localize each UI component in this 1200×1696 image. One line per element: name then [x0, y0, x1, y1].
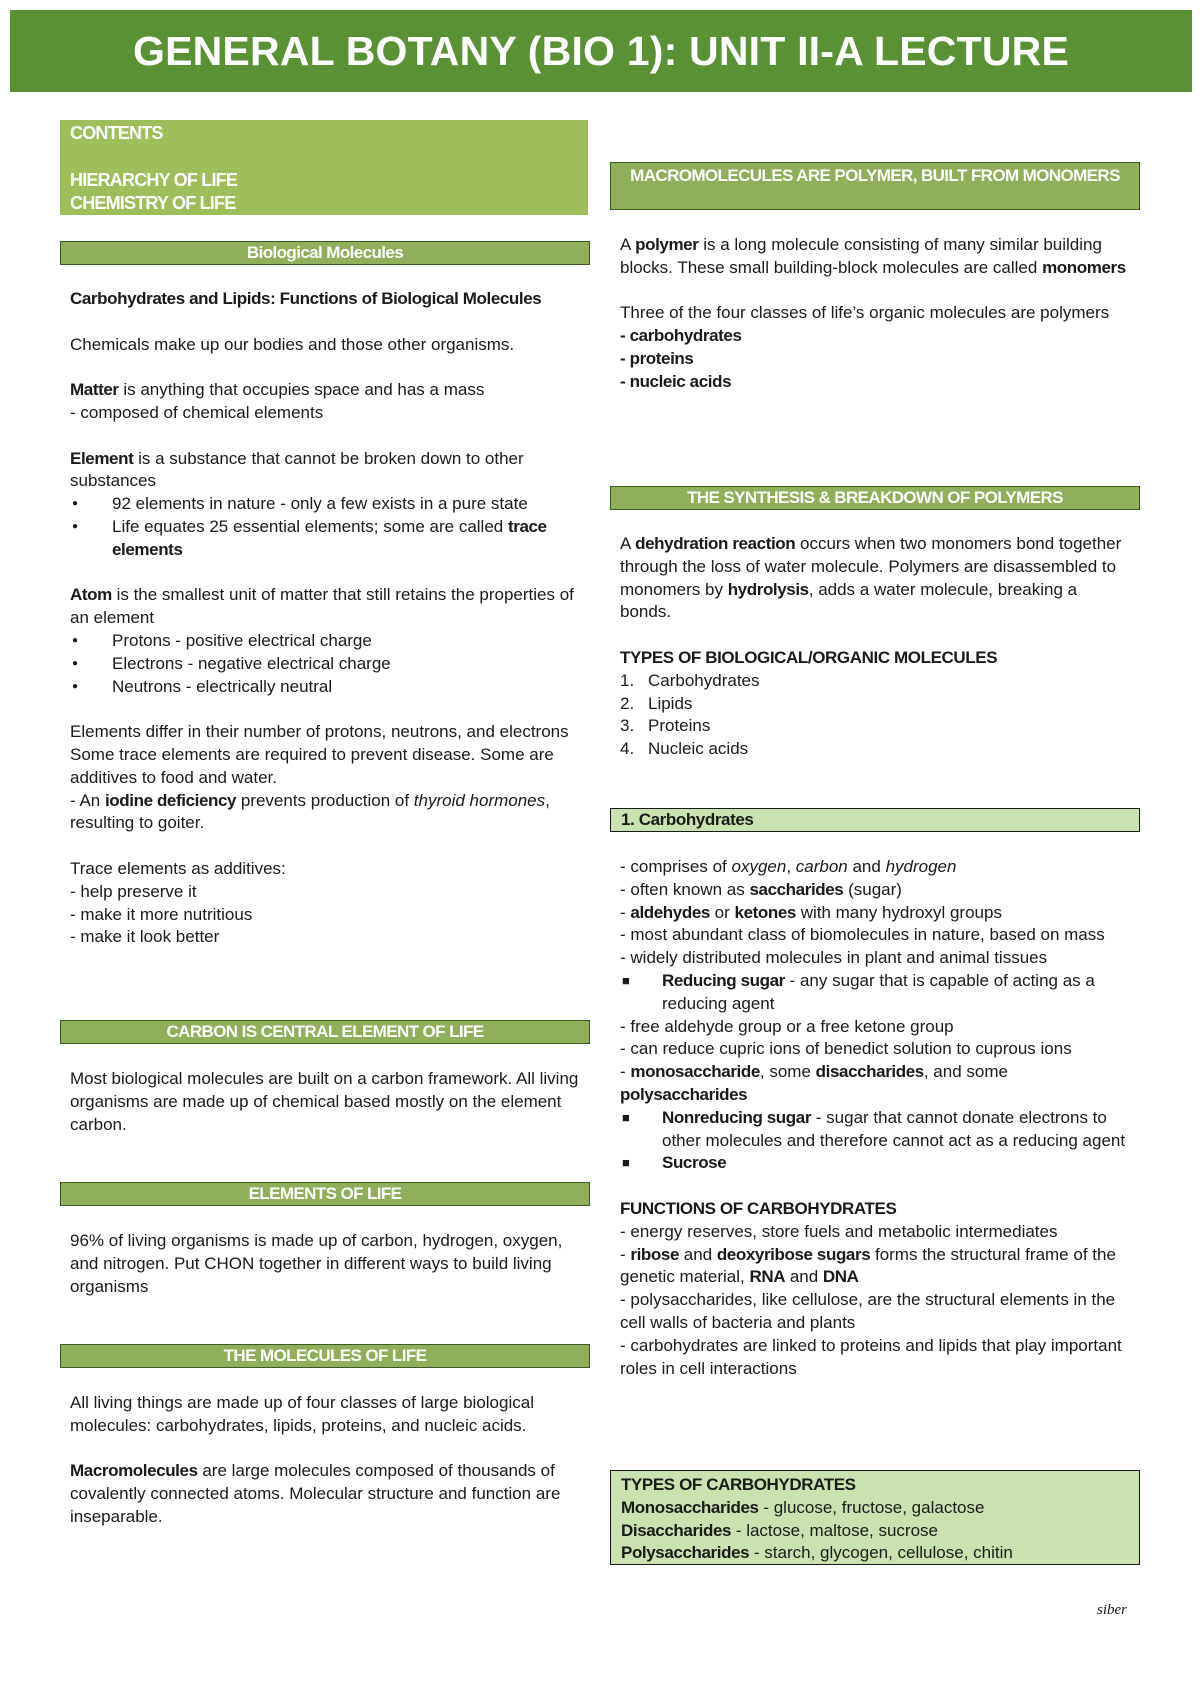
paragraph: Most biological molecules are built on a carbon framework. All living organisms are made up of chemical based mostly on the element carbon.	[70, 1069, 579, 1134]
polymers-body	[610, 234, 1140, 394]
contents-heading: CONTENTS	[70, 123, 163, 143]
list-item: - energy reserves, store fuels and metabolic intermediates	[620, 1221, 1058, 1241]
note: - composed of chemical elements	[70, 402, 324, 422]
section-heading-carbon: CARBON IS CENTRAL ELEMENT OF LIFE	[60, 1020, 590, 1044]
synthesis-body	[610, 533, 1140, 761]
term: trace elements	[112, 516, 547, 559]
list-item: - carbohydrates are linked to proteins and lipids that play important roles in cell interactions	[620, 1335, 1122, 1378]
paragraph: Trace elements as additives:	[70, 858, 286, 878]
list-item: - often known as saccharides (sugar)	[620, 879, 902, 899]
section-heading-polymers: MACROMOLECULES ARE POLYMER, BUILT FROM MONOMERS	[610, 162, 1140, 210]
term: monomers	[1042, 257, 1126, 277]
numbered-item: 2. Lipids	[620, 693, 693, 713]
bullet-item: ● Electrons - negative electrical charge	[70, 653, 580, 676]
term: Macromolecules	[70, 1461, 198, 1481]
section-heading-synthesis: THE SYNTHESIS & BREAKDOWN OF POLYMERS	[610, 486, 1140, 510]
list-item: - comprises of oxygen, carbon and hydrogen	[620, 857, 957, 876]
bullet-item: ■ Sucrose	[620, 1152, 1130, 1175]
biological-molecules-body	[60, 288, 590, 949]
term: dehydration reaction	[635, 534, 796, 553]
paragraph: Chemicals make up our bodies and those other organisms.	[70, 334, 515, 354]
bullet-item: ■ Reducing sugar - any sugar that is capable of acting as a reducing agent	[620, 970, 1130, 1016]
paragraph: All living things are made up of four classes of large biological molecules: carbohydrates, lipids, proteins, and nucleic acids.	[70, 1393, 534, 1435]
contents-item: HIERARCHY OF LIFE	[70, 169, 238, 190]
section-heading-molecules: THE MOLECULES OF LIFE	[60, 1344, 590, 1368]
subheading: Carbohydrates and Lipids: Functions of Biological Molecules	[70, 289, 542, 308]
list-item: - polysaccharides, like cellulose, are the structural elements in the cell walls of bacteria and plants	[620, 1290, 1116, 1332]
definition: is anything that occupies space and has a mass	[118, 380, 485, 400]
list-item: - nucleic acids	[620, 371, 732, 391]
definition: is the smallest unit of matter that still retains the properties of an element	[70, 585, 574, 628]
element-definition	[70, 448, 580, 494]
molecules-body	[60, 1392, 590, 1529]
contents-item: CHEMISTRY OF LIFE	[70, 193, 236, 213]
page-title: GENERAL BOTANY (BIO 1): UNIT II-A LECTURE	[10, 10, 1192, 92]
list-item: - proteins	[620, 348, 694, 368]
term: Matter	[70, 380, 119, 400]
list-item: - carbohydrates	[620, 326, 742, 346]
paragraph: Elements differ in their number of protons, neutrons, and electrons Some trace elements are required to prevent disease. Some are additives to food and water.	[70, 722, 569, 787]
dehydration-definition: A dehydration reaction occurs when two monomers bond together through the loss of water molecule. Polymers are disassembled to monomers by hydrolysis, adds a water molecule, breaking a bonds.	[620, 534, 1122, 622]
signature: siber	[1097, 1602, 1127, 1618]
numbered-item: 3. Proteins	[620, 716, 711, 736]
bullet-item: ● Neutrons - electrically neutral	[70, 676, 580, 699]
section-heading-carbohydrates: 1. Carbohydrates	[610, 808, 1140, 832]
list-item: - ribose and deoxyribose sugars forms the structural frame of the genetic material, RNA and DNA	[620, 1244, 1116, 1287]
carbohydrate-types-box	[610, 1470, 1140, 1565]
list-item: - monosaccharide, some disaccharides, and some polysaccharides	[620, 1062, 1008, 1104]
bullet-item: ● 92 elements in nature - only a few exists in a pure state	[70, 493, 580, 516]
bullet-item: ● Life equates 25 essential elements; some are called trace elements	[70, 516, 580, 562]
iodine-note: - An iodine deficiency prevents production of thyroid hormones, resulting to goiter.	[70, 790, 550, 833]
reducing-sugar-bullets	[620, 970, 1130, 1016]
term: polymer	[635, 235, 699, 254]
definition: is a substance that cannot be broken down to other substances	[70, 448, 524, 491]
list-item: - help preserve it	[70, 881, 197, 901]
macromolecules-definition: Macromolecules are large molecules composed of thousands of covalently connected atoms. Molecular structure and function are inseparable.	[70, 1461, 561, 1526]
section-heading-biological-molecules: Biological Molecules	[60, 241, 590, 265]
numbered-item: 1. Carbohydrates	[620, 670, 760, 690]
bullet-item: ■ Nonreducing sugar - sugar that cannot donate electrons to other molecules and therefore cannot act as a reducing agent	[620, 1107, 1130, 1153]
nonreducing-sugar-bullets	[620, 1107, 1130, 1175]
element-bullets	[70, 493, 580, 561]
type-row: Monosaccharides - glucose, fructose, galactose	[621, 1497, 985, 1517]
numbered-item: 4. Nucleic acids	[620, 739, 749, 759]
carbohydrates-body	[610, 856, 1140, 1380]
subheading: TYPES OF BIOLOGICAL/ORGANIC MOLECULES	[620, 647, 998, 667]
list-item: - aldehydes or ketones with many hydroxyl groups	[620, 902, 1002, 922]
paragraph: Three of the four classes of life’s organic molecules are polymers	[620, 303, 1110, 323]
paragraph: 96% of living organisms is made up of carbon, hydrogen, oxygen, and nitrogen. Put CHON together in different ways to build living organisms	[70, 1231, 563, 1296]
atom-bullets	[70, 630, 580, 698]
box-heading: TYPES OF CARBOHYDRATES	[621, 1475, 856, 1494]
term: hydrolysis	[727, 579, 809, 599]
list-item: - most abundant class of biomolecules in nature, based on mass	[620, 925, 1105, 945]
type-row: Polysaccharides - starch, glycogen, cellulose, chitin	[621, 1543, 1013, 1563]
list-item: - can reduce cupric ions of benedict solution to cuprous ions	[620, 1039, 1072, 1059]
elements-body	[60, 1230, 590, 1298]
subheading: FUNCTIONS OF CARBOHYDRATES	[620, 1198, 897, 1218]
term: Atom	[70, 585, 112, 605]
section-heading-elements: ELEMENTS OF LIFE	[60, 1182, 590, 1206]
bullet-item: ● Protons - positive electrical charge	[70, 630, 580, 653]
polymer-definition: A polymer is a long molecule consisting of many similar building blocks. These small building-block molecules are called monomers	[620, 235, 1126, 277]
term: Element	[70, 448, 134, 468]
italic-term: thyroid hormones	[413, 790, 546, 810]
type-row: Disaccharides - lactose, maltose, sucrose	[621, 1520, 939, 1540]
carbon-body	[60, 1068, 590, 1136]
list-item: - make it look better	[70, 927, 220, 947]
contents-box	[60, 120, 588, 215]
matter-definition	[70, 379, 580, 402]
list-item: - widely distributed molecules in plant and animal tissues	[620, 948, 1048, 968]
list-item: - make it more nutritious	[70, 904, 253, 924]
term: iodine deficiency	[104, 790, 237, 810]
list-item: - free aldehyde group or a free ketone group	[620, 1016, 954, 1036]
atom-definition	[70, 584, 580, 630]
